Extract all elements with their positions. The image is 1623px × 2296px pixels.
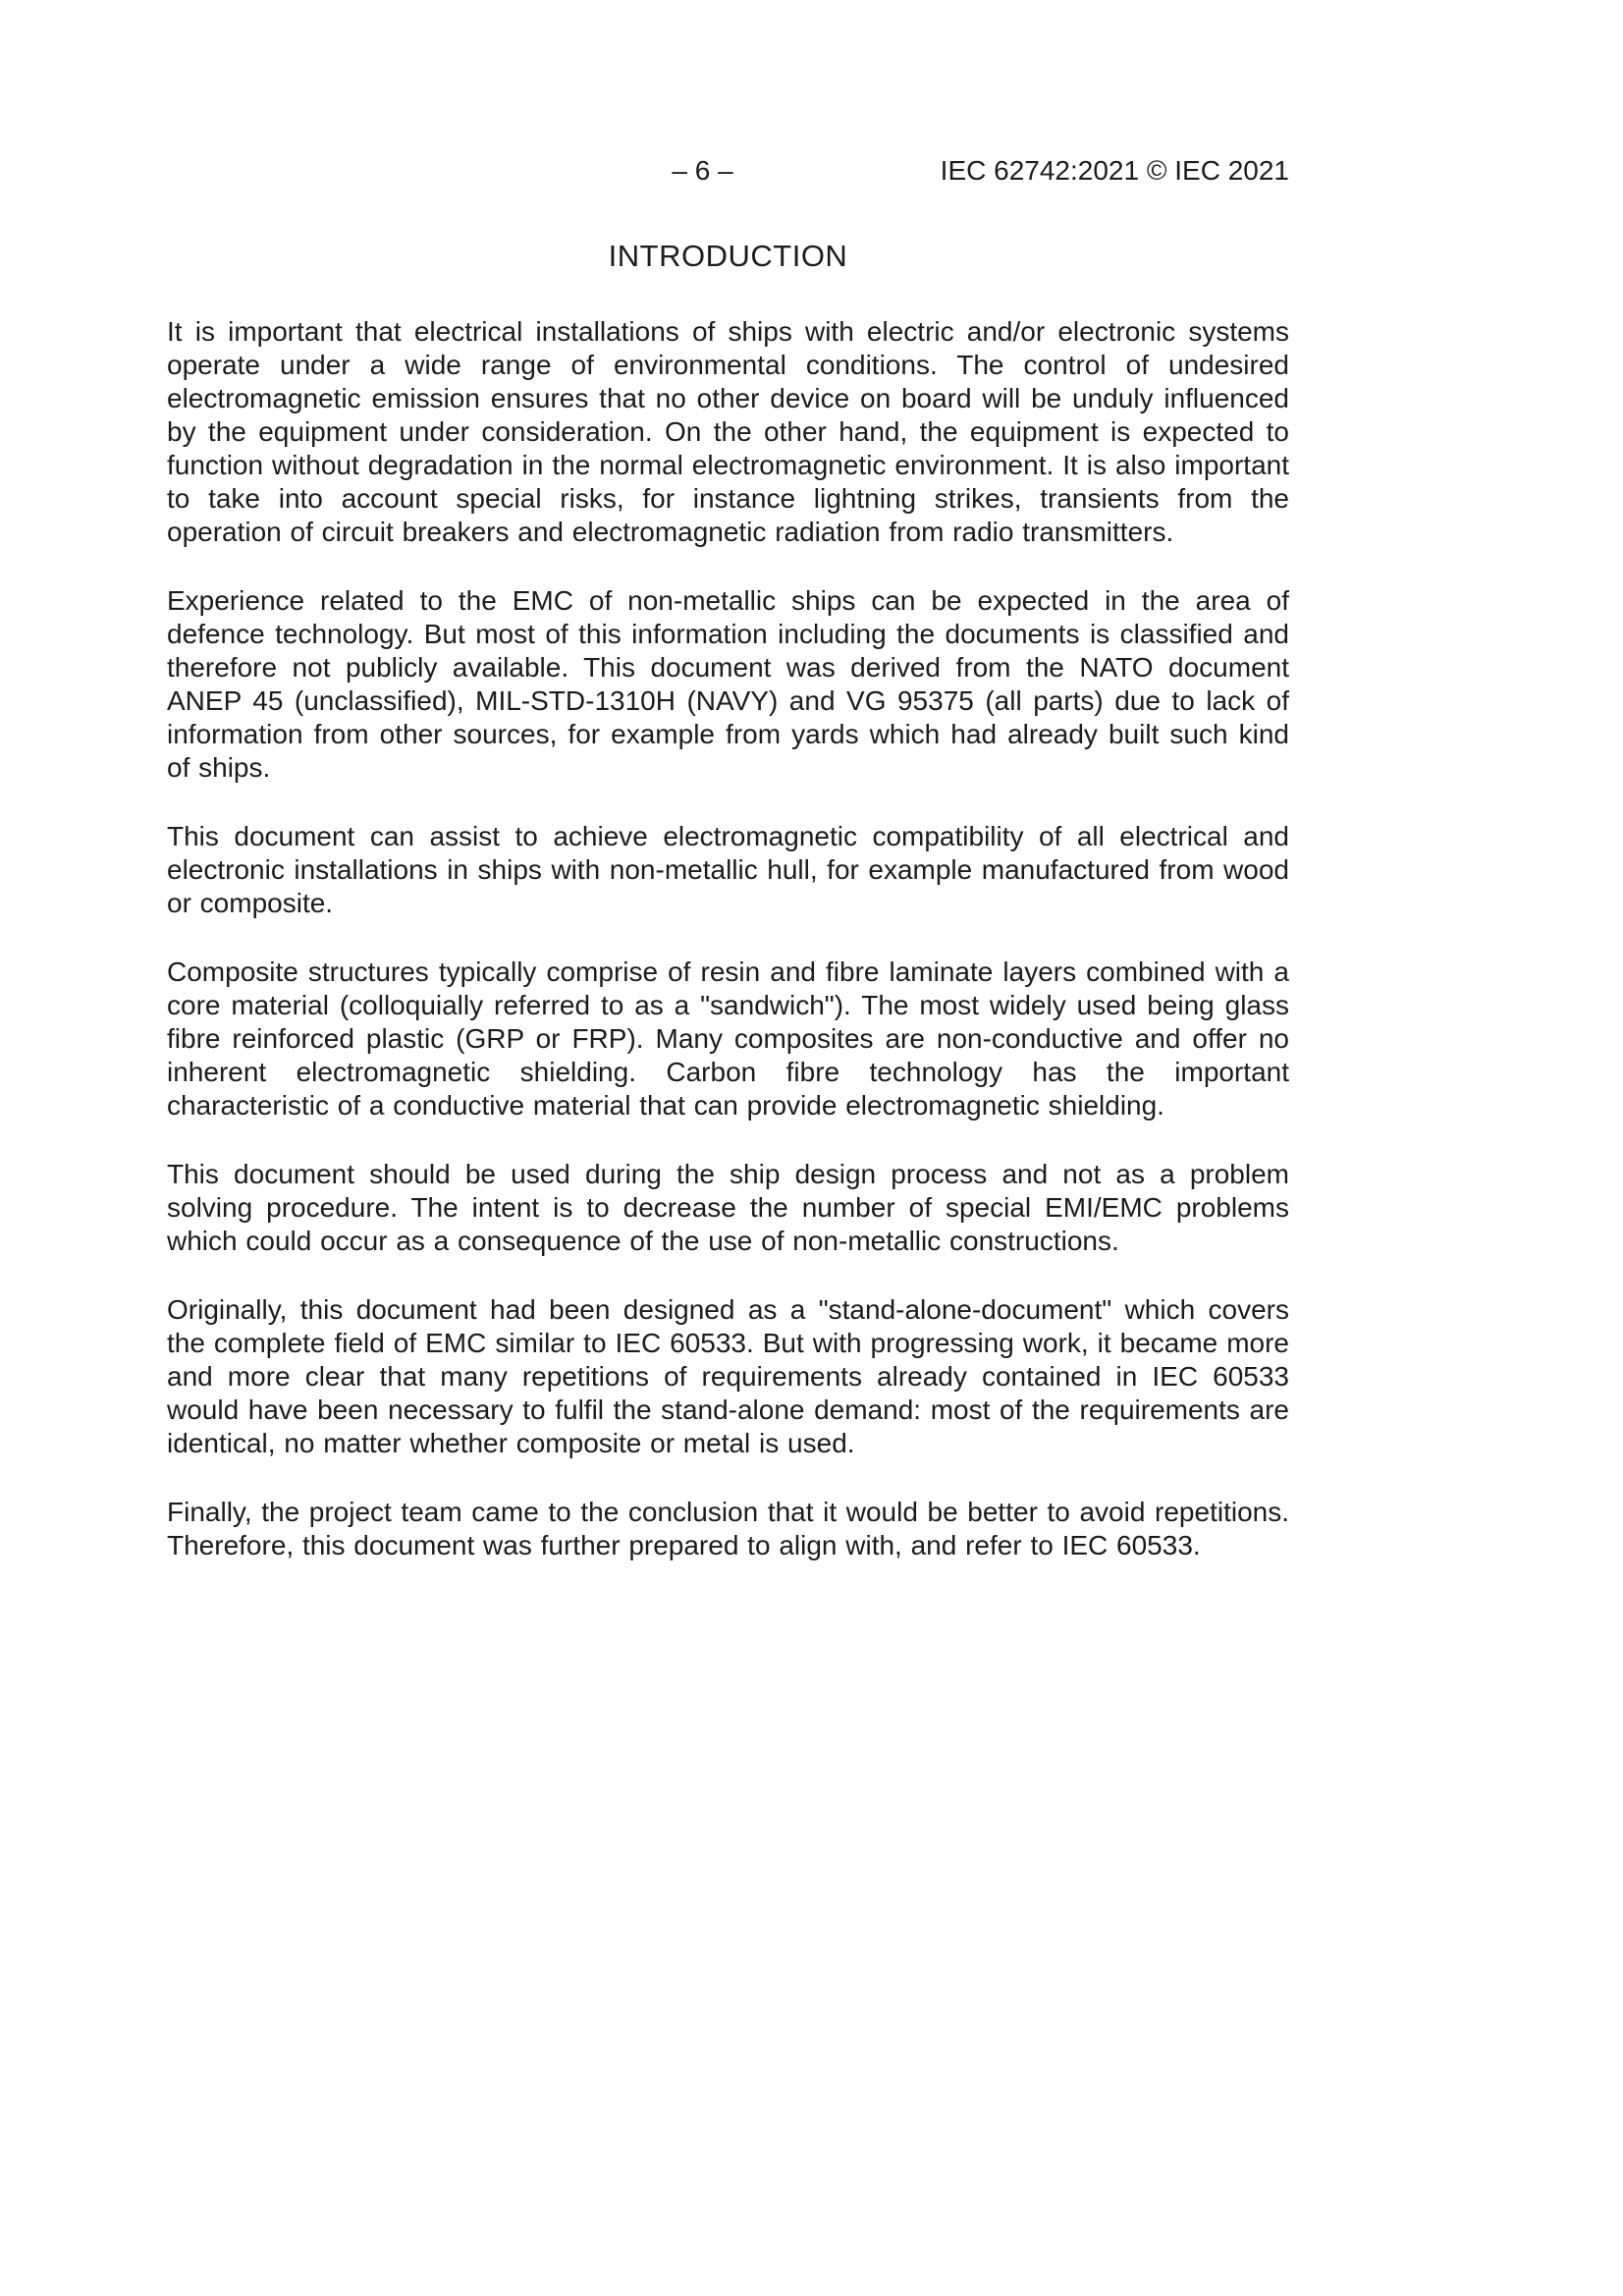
paragraph-5: This document should be used during the ship design process and not as a problem solving procedure. The intent is to decrease the number of special EMI/EMC problems which could occur as a consequence of the use of non-metallic constructions. <box>167 1159 1289 1256</box>
paragraph-6: Originally, this document had been designed as a "stand-alone-document" which covers the complete field of EMC similar to IEC 60533. But with progressing work, it became more and more clear that many repetitions of requirements already contained in IEC 60533 would have been necessary to fulfil the stand-alone demand: most of the requirements are identical, no matter whether composite or metal is used. <box>167 1294 1289 1458</box>
paragraph-4: Composite structures typically comprise of resin and fibre laminate layers combined with a core material (colloquially referred to as a "sandwich"). The most widely used being glass fibre reinforced plastic (GRP or FRP). Many composites are non-conductive and offer no inherent electromagnetic shielding. Carbon fibre technology has the important characteristic of a conductive material that can provide electromagnetic shielding. <box>167 957 1289 1121</box>
paragraph-3: This document can assist to achieve electromagnetic compatibility of all electrical and electronic installations in ships with non-metallic hull, for example manufactured from wood or composite. <box>167 821 1289 918</box>
paragraph-2: Experience related to the EMC of non-metallic ships can be expected in the area of defence technology. But most of this information including the documents is classified and therefore not publicly available. This document was derived from the NATO document ANEP 45 (unclassified), MIL-STD-1310H (NAVY) and VG 95375 (all parts) due to lack of information from other sources, for example from yards which had already built such kind of ships. <box>167 585 1289 783</box>
document-reference: IEC 62742:2021 © IEC 2021 <box>940 155 1289 186</box>
page-number: – 6 – <box>672 155 733 186</box>
paragraph-1: It is important that electrical installations of ships with electric and/or electronic systems operate under a wide range of environmental conditions. The control of undesired electromagnetic emission ensures that no other device on board will be unduly influenced by the equipment under consideration. On the other hand, the equipment is expected to function without degradation in the normal electromagnetic environment. It is also important to take into account special risks, for instance lightning strikes, transients from the operation of circuit breakers and electromagnetic radiation from radio transmitters. <box>167 316 1289 547</box>
page-title: INTRODUCTION <box>608 239 848 273</box>
paragraph-7: Finally, the project team came to the conclusion that it would be better to avoid repetitions. Therefore, this document was further prepared to align with, and refer to IEC 60533. <box>167 1497 1289 1560</box>
page-header <box>167 154 1289 188</box>
document-body <box>167 315 1289 1562</box>
